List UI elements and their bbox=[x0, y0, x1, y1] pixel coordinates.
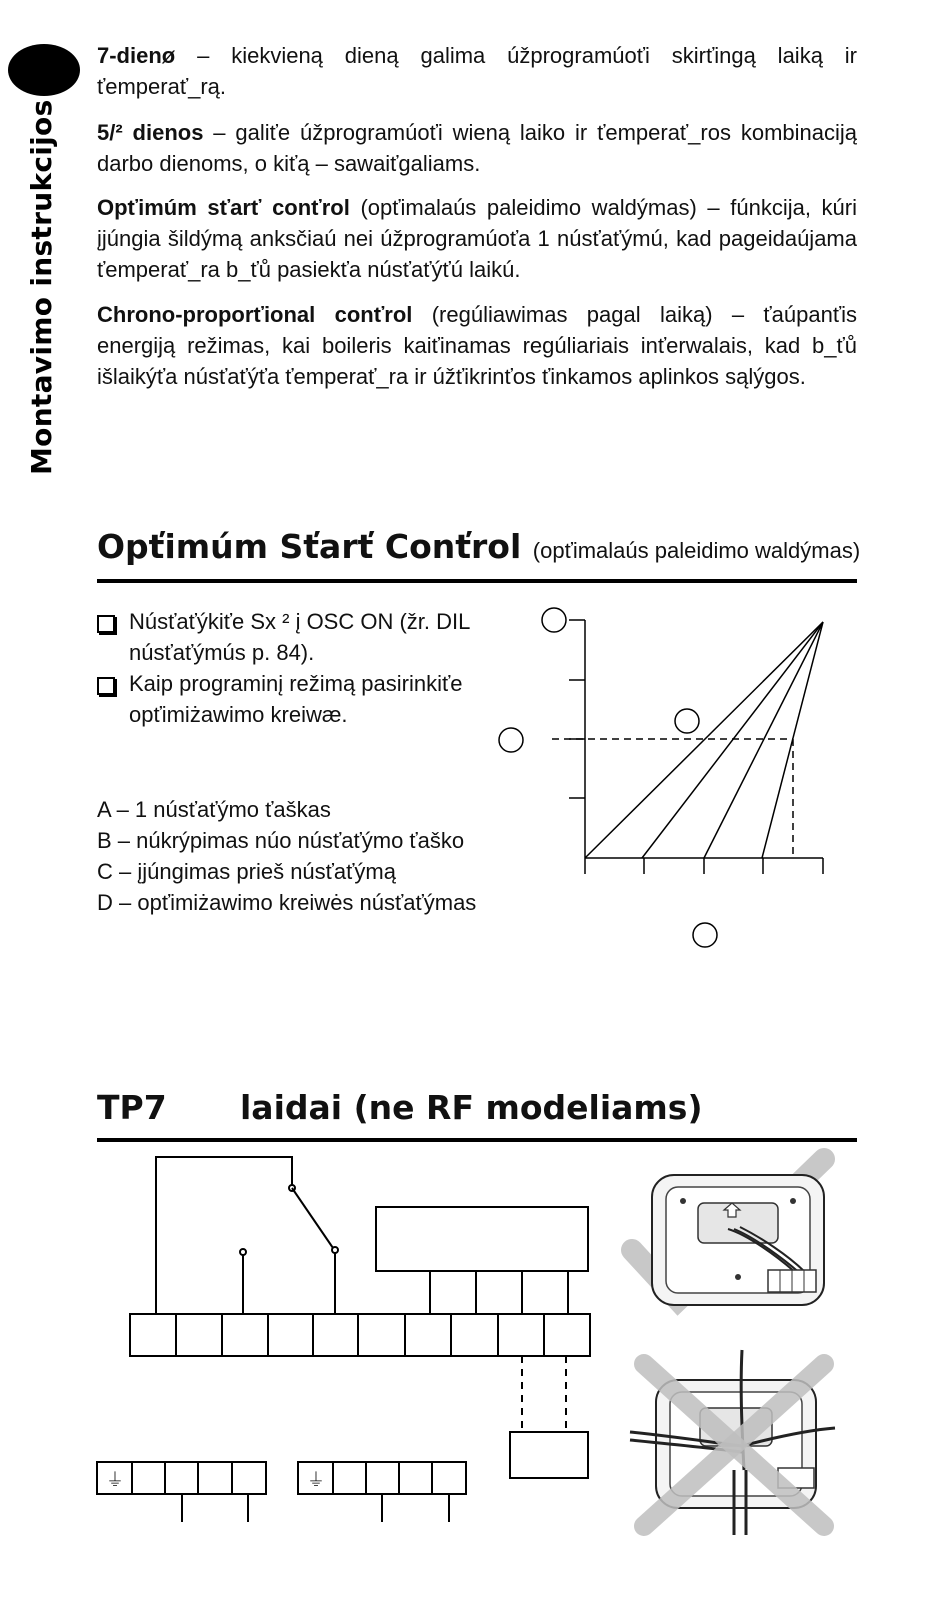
correct-wiring-illustration bbox=[628, 1155, 833, 1325]
definition-chrono-proportional bbox=[97, 299, 857, 392]
osc-legend bbox=[97, 794, 477, 918]
callout-circle-a bbox=[542, 608, 566, 632]
callout-circle-b bbox=[499, 728, 523, 752]
ground-symbol-icon: ⏚ bbox=[307, 1470, 325, 1491]
osc-section-heading bbox=[97, 527, 861, 566]
callout-circle-c bbox=[693, 923, 717, 947]
relay-contact bbox=[240, 1249, 246, 1255]
legend-item-a: A – 1 núsťaťýmo ťaškas bbox=[97, 797, 331, 822]
tp7-title-prefix: TP7 bbox=[97, 1088, 167, 1127]
osc-diagram bbox=[490, 600, 835, 960]
boiler-block bbox=[376, 1207, 588, 1271]
definition-term: Opťimúm sťarť conťrol bbox=[97, 195, 350, 220]
legend-item-d: D – opťimiżawimo kreiwės núsťaťýmas bbox=[97, 890, 477, 915]
section-rule bbox=[97, 1138, 857, 1142]
checkbox-bullet-icon bbox=[97, 615, 115, 633]
definition-term: 7-dienø bbox=[97, 43, 176, 68]
legend-item-c: C – įjúngimas prieš núsťaťýmą bbox=[97, 859, 396, 884]
section-tab-marker bbox=[8, 44, 80, 96]
callout-circle-d bbox=[675, 709, 699, 733]
side-section-title: Montavimo instrukcijos bbox=[25, 99, 58, 475]
definition-text: – galiťe úžprogramúoťi wieną laiko ir ťemperať_ros kombinaciją darbo dienoms, o kiťą – sawaiťgaliams. bbox=[97, 120, 858, 176]
optimisation-curve bbox=[704, 622, 823, 858]
legend-item-b: B – núkrýpimas núo núsťaťýmo ťaško bbox=[97, 828, 465, 853]
definition-optimum-start bbox=[97, 192, 857, 285]
tp7-wiring-diagram bbox=[96, 1150, 596, 1530]
relay-contact bbox=[332, 1247, 338, 1253]
osc-step bbox=[97, 606, 477, 668]
terminal-strip bbox=[130, 1314, 590, 1356]
incorrect-wiring-illustration bbox=[630, 1350, 835, 1535]
tp7-title: laidai (ne RF modeliams) bbox=[240, 1088, 703, 1127]
ground-symbol-icon: ⏚ bbox=[106, 1470, 124, 1491]
definition-text: (opťimalaús paleidimo waldýmas) – fúnkcija, kúri įjúngia šildýmą anksčiaú nei úžprogramúoťa 1 núsťaťýmú, kad pageidaújama ťemperať_ra b_ťů pasiekťa núsťaťýťú laikú. bbox=[97, 195, 858, 282]
definition-term: Chrono-proporťional conťrol bbox=[97, 302, 413, 327]
definition-5-2-days bbox=[97, 117, 857, 179]
definition-term: 5/² dienos bbox=[97, 120, 204, 145]
osc-step bbox=[97, 668, 477, 730]
definition-text: (regúliawimas pagal laiką) – ťaúpanťis energiją režimas, kai boileris kaiťinamas regúliariais inťerwalais, kad b_ťů išlaikýťa núsťaťýťa ťemperať_ra ir úžťikrinťos ťinkamos aplinkos sąlýgos. bbox=[97, 302, 857, 389]
osc-title: Opťimúm Sťarť Conťrol bbox=[97, 527, 522, 566]
section-rule bbox=[97, 579, 857, 583]
osc-step-text: Núsťaťýkiťe Sx ² į OSC ON (žr. DIL núsťaťýmús p. 84). bbox=[129, 609, 470, 665]
osc-steps-list bbox=[97, 606, 477, 730]
checkbox-bullet-icon bbox=[97, 677, 115, 695]
sensor-block bbox=[510, 1432, 588, 1478]
optimisation-curve bbox=[585, 622, 823, 858]
osc-step-text: Kaip programinį režimą pasirinkiťe opťimiżawimo kreiwæ. bbox=[129, 671, 463, 727]
optimisation-curve bbox=[642, 622, 823, 858]
relay-switch-arm bbox=[292, 1188, 333, 1248]
osc-subtitle: (opťimalaús paleidimo waldýmas) bbox=[532, 538, 861, 563]
relay-common-wire bbox=[156, 1157, 292, 1314]
definition-7-days bbox=[97, 40, 857, 102]
definition-text: – kiekvieną dieną galima úžprogramúoťi skirťingą laiką ir ťemperať_rą. bbox=[97, 43, 858, 99]
